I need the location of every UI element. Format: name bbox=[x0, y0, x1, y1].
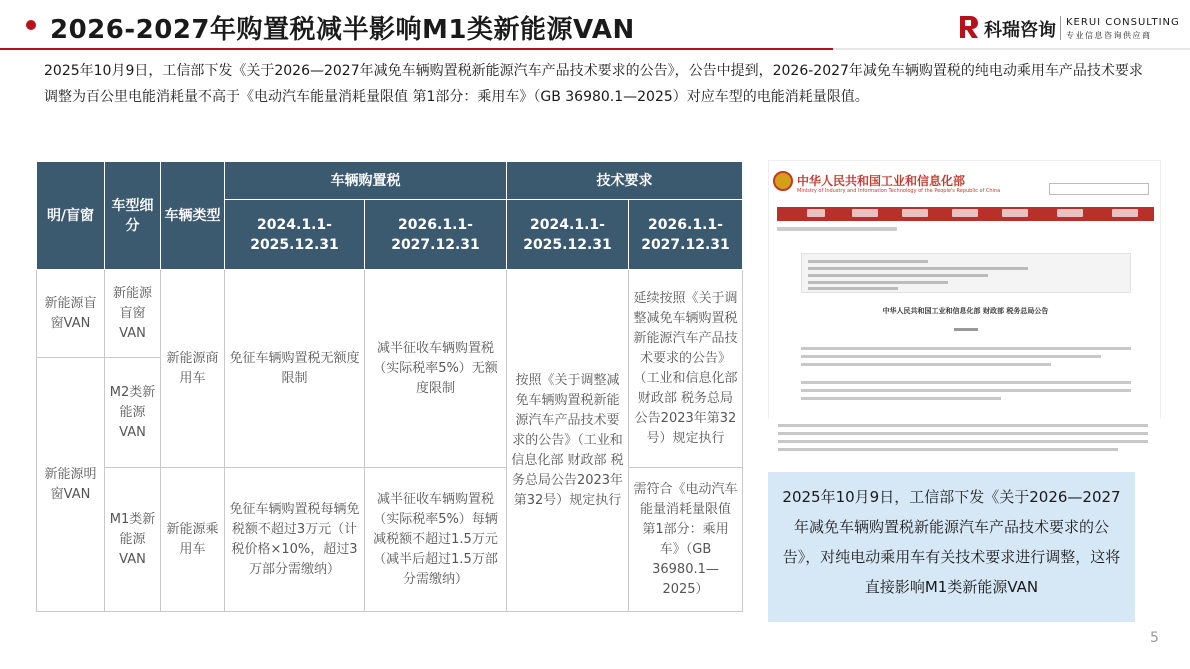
page-number: 5 bbox=[1150, 630, 1159, 646]
intro-paragraph: 2025年10月9日，工信部下发《关于2026—2027年减免车辆购置税新能源汽车产品技术要求的公告》，公告中提到，2026-2027年减免车辆购置税的纯电动乘用车产品技术要求调整为百公里电能消耗量不高于《电动汽车能量消耗量限值 第1部分：乘用车》（GB 36980.1—2025）对应车型的电能消耗量限值。 bbox=[44, 63, 1143, 105]
cell-type-passenger: 新能源乘用车 bbox=[161, 468, 225, 612]
site-search-box bbox=[1049, 183, 1149, 195]
cell-tech-2024: 按照《关于调整减免车辆购置税新能源汽车产品技术要求的公告》（工业和信息化部 财政部 税务总局公告2023年第32号）规定执行 bbox=[507, 270, 629, 612]
title-bullet bbox=[26, 20, 36, 30]
cell-seg-m1: M1类新能源VAN bbox=[105, 468, 161, 612]
cell-tax-commercial-2026: 减半征收车辆购置税（实际税率5%）无额度限制 bbox=[365, 270, 507, 468]
kerui-logo bbox=[958, 12, 1180, 44]
doc-headline: 中华人民共和国工业和信息化部 财政部 税务总局公告 bbox=[882, 307, 1049, 315]
slide-header bbox=[0, 0, 1190, 52]
kerui-logo-icon bbox=[958, 14, 980, 40]
doc-breadcrumb bbox=[777, 227, 897, 231]
header-period-tech-2024: 2024.1.1-2025.12.31 bbox=[507, 200, 629, 270]
ministry-nav-bar bbox=[777, 207, 1154, 221]
logo-sub-text: 专业信息咨询供应商 bbox=[1066, 31, 1152, 40]
header-purchase-tax: 车辆购置税 bbox=[225, 162, 507, 200]
logo-cn-text: 科瑞咨询 bbox=[984, 20, 1056, 41]
cell-seg-m2: M2类新能源VAN bbox=[105, 358, 161, 468]
ministry-name: 中华人民共和国工业和信息化部 bbox=[797, 174, 966, 188]
header-period-tax-2026: 2026.1.1-2027.12.31 bbox=[365, 200, 507, 270]
header-vehicle-type: 车辆类型 bbox=[161, 162, 225, 270]
cell-bright-window: 新能源明窗VAN bbox=[37, 358, 105, 612]
header-window: 明/盲窗 bbox=[37, 162, 105, 270]
ministry-site-header bbox=[769, 161, 1161, 205]
ministry-name-en: Ministry of Industry and Information Technology of the People's Republic of China bbox=[797, 188, 1001, 194]
announcement-lower-text bbox=[768, 418, 1161, 473]
cell-tax-commercial-2024: 免征车辆购置税无额度限制 bbox=[225, 270, 365, 468]
cell-type-commercial: 新能源商用车 bbox=[161, 270, 225, 468]
cell-tech-commercial-2026: 延续按照《关于调整减免车辆购置税新能源汽车产品技术要求的公告》（工业和信息化部 财政部 税务总局公告2023年第32号）规定执行 bbox=[629, 270, 743, 468]
logo-en-text: KERUI CONSULTING bbox=[1066, 17, 1180, 28]
doc-meta-box bbox=[801, 253, 1131, 293]
cell-tech-passenger-2026: 需符合《电动汽车能量消耗量限值 第1部分：乘用车》（GB 36980.1—2025） bbox=[629, 468, 743, 612]
cell-blind-window: 新能源盲窗VAN bbox=[37, 270, 105, 358]
logo-divider bbox=[1060, 16, 1061, 40]
summary-callout: 2025年10月9日，工信部下发《关于2026—2027年减免车辆购置税新能源汽车产品技术要求的公告》，对纯电动乘用车有关技术要求进行调整，这将直接影响M1类新能源VAN bbox=[768, 472, 1135, 622]
national-emblem-icon bbox=[773, 171, 793, 191]
header-divider bbox=[0, 48, 1190, 50]
policy-table bbox=[36, 161, 743, 612]
cell-seg-blind: 新能源盲窗VAN bbox=[105, 270, 161, 358]
cell-tax-passenger-2026: 减半征收车辆购置税（实际税率5%）每辆减税额不超过1.5万元（减半后超过1.5万部分需缴纳） bbox=[365, 468, 507, 612]
doc-number bbox=[954, 328, 978, 331]
header-period-tax-2024: 2024.1.1-2025.12.31 bbox=[225, 200, 365, 270]
cell-tax-passenger-2024: 免征车辆购置税每辆免税额不超过3万元（计税价格×10%，超过3万部分需缴纳） bbox=[225, 468, 365, 612]
header-tech-requirements: 技术要求 bbox=[507, 162, 743, 200]
page-title: 2026-2027年购置税减半影响M1类新能源VAN bbox=[50, 15, 635, 45]
header-segment: 车型细分 bbox=[105, 162, 161, 270]
header-period-tech-2026: 2026.1.1-2027.12.31 bbox=[629, 200, 743, 270]
